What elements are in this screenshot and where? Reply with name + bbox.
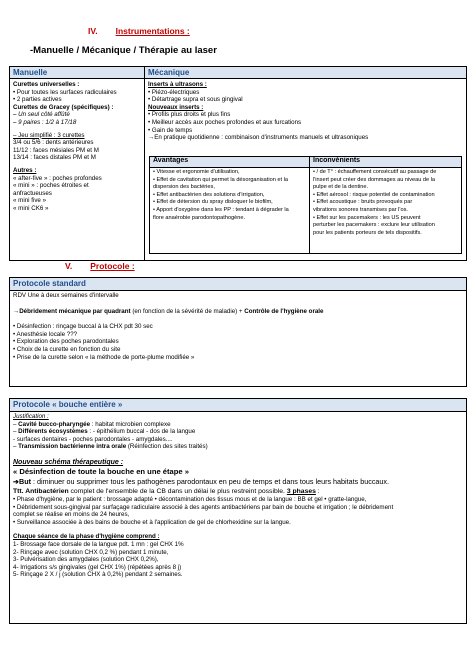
inconvenients-header: Inconvénients	[310, 157, 461, 167]
bouche-text: –	[13, 443, 19, 451]
protocole-standard-box	[9, 277, 467, 387]
bouche-line	[13, 477, 463, 487]
manuelle-line: Curettes de Gracey (spécifiques) :	[13, 103, 114, 111]
section-iv-label: Instrumentations :	[115, 26, 190, 36]
manuelle-line: « mini » : poches étroites et	[13, 182, 89, 190]
bouche-text: –	[13, 420, 19, 428]
bouche-text: : habitat microbien complexe	[90, 420, 171, 428]
protocole-emphasis: →Débridement mécanique par quadrant	[13, 307, 131, 315]
bouche-line	[13, 487, 463, 496]
manuelle-line: Autres :	[13, 166, 37, 174]
bouche-line: 1- Brossage face dorsale de la langue pdt. 1 mn : gel CHX 1%	[13, 540, 184, 548]
bouche-line: « Désinfection de toute la bouche en une étape »	[13, 466, 189, 476]
mecanique-line: • Détartrage supra et sous gingival	[148, 96, 243, 104]
bouche-line: Nouveau schéma thérapeutique :	[13, 458, 124, 466]
mecanique-line: →En pratique quotidienne : combinaison d'instruments manuels et ultrasoniques	[148, 134, 369, 142]
avantage-line: • Apport d'oxygène dans les PP : tendant à dégrader la	[153, 206, 289, 213]
protocole-standard-body	[10, 291, 466, 362]
avantage-line: • Vitesse et ergonomie d'utilisation,	[153, 169, 240, 175]
protocole-bouche-header: Protocole « bouche entière »	[10, 399, 466, 411]
bouche-emphasis: Cavité bucco-pharyngée	[18, 420, 91, 428]
inconvenient-line: perturber les pacemakers : exclure leur utilisation	[313, 222, 435, 229]
manuelle-line: « mini CK6 »	[13, 204, 49, 212]
bouche-line: • Phase d'hygiène, par le patient : brossage adapté • décontamination des tissus mous et de la langue : BB et gel • gratte-langue,	[13, 495, 367, 503]
mecanique-header: Mécanique	[145, 67, 466, 78]
bouche-line: 5- Rinçage 2 X / j (solution CHX à 0,2%) pendant 2 semaines.	[13, 571, 183, 579]
protocole-bouche-body	[10, 412, 466, 580]
inconvenient-line: • / de T° : échauffement consécutif au passage de	[313, 169, 437, 175]
bouche-line: • Surveillance associée à des bains de bouche et à l'application de gel de chlorhexidine sur la langue.	[13, 518, 291, 526]
protocole-line: • Désinfection : rinçage buccal à la CHX pdt 30 sec	[13, 323, 153, 331]
protocole-standard-header: Protocole standard	[10, 278, 466, 290]
bouche-emphasis: Transmission bactérienne intra orale	[18, 443, 127, 451]
manuelle-line: 3/4 ou 5/6 : dents antérieures	[13, 139, 94, 147]
manuelle-line: « mini five »	[13, 197, 47, 205]
bouche-line	[13, 421, 463, 429]
mecanique-column	[145, 80, 466, 143]
protocole-text: (en fonction de la sévérité de maladie) +	[130, 307, 245, 315]
bouche-emphasis: Ttt. Antibactérien	[13, 487, 69, 495]
inconvenient-line: vibrations sonores transmises par l'os.	[313, 206, 408, 213]
manuelle-header: Manuelle	[10, 67, 144, 78]
manuelle-line: anfractueuses	[13, 189, 52, 197]
bouche-line: complet se réalise en moins de 24 heures,	[13, 511, 130, 519]
avantage-line: flore anaérobie parodontopathogène.	[153, 214, 246, 221]
manuelle-line: • Pour toutes les surfaces radiculaires	[13, 88, 117, 96]
manuelle-line: – Un seul côté affûté	[13, 111, 70, 119]
bouche-line: Chaque séance de la phase d'hygiène comprend :	[13, 533, 160, 541]
protocole-emphasis: Contrôle de l'hygiène orale	[244, 307, 324, 315]
bouche-text: –	[13, 428, 19, 436]
protocole-line	[13, 308, 463, 316]
avantages-inconvenients-table	[149, 156, 462, 254]
bouche-line: - surfaces dentaires - poches parodontales - amygdales....	[13, 435, 173, 443]
inconvenient-line: pour les patients porteurs de tels dispositifs.	[313, 229, 422, 236]
mecanique-line: Nouveaux inserts :	[148, 103, 204, 111]
mecanique-line: • Profils plus droits et plus fins	[148, 111, 231, 119]
avantage-line: • Effet antibactérien des solutions d'irrigation,	[153, 191, 265, 198]
avantages-header: Avantages	[150, 157, 309, 167]
mecanique-line: • Meilleur accès aux poches profondes et aux furcations	[148, 118, 302, 126]
bouche-line: 2- Rinçage avec (solution CHX 0,2 %) pendant 1 minute,	[13, 548, 169, 556]
bouche-emphasis: ➔But	[13, 476, 31, 486]
inconvenient-line: • Effet acoustique : bruits provoqués par	[313, 199, 413, 206]
avantage-line: • Effet de cavitation qui permet la désorganisation et la	[153, 176, 288, 183]
bouche-text: : - épithélium buccal - dos de la langue	[87, 428, 196, 436]
protocole-line: • Prise de la curette selon « la méthode de porte-plume modifiée »	[13, 353, 195, 361]
avantage-line: dispersion des bactéries,	[153, 184, 215, 191]
avantage-line: • Effet de détersion du spray disloquer le biofilm,	[153, 199, 273, 206]
protocole-line: • Choix de la curette en fonction du site	[13, 345, 121, 353]
manuelle-line: • 2 parties actives	[13, 96, 62, 104]
bouche-text: : diminuer ou supprimer tous les pathogènes parodontaux en peu de temps et dans tous leurs habitats buccaux.	[31, 476, 389, 486]
inconvenient-line: • Effet sur les pacemakers : les US peuvent	[313, 214, 421, 221]
bouche-line: Justification :	[13, 413, 49, 420]
instrumentation-table	[9, 66, 467, 261]
section-iv-title	[88, 26, 190, 36]
inconvenient-line: l'insert peut créer des dommages au niveau de la	[313, 176, 436, 183]
mecanique-line: • Gain de temps	[148, 126, 193, 134]
protocole-bouche-box	[9, 398, 467, 624]
protocole-line: • Anesthésie locale ???	[13, 330, 78, 338]
section-v-title	[65, 261, 135, 271]
manuelle-line: « after-five » : poches profondes	[13, 174, 102, 182]
instrumentation-subtitle: -Manuelle / Mécanique / Thérapie au laser	[30, 45, 217, 56]
bouche-emphasis: Différents écosystèmes	[18, 428, 88, 436]
mecanique-line: Inserts à ultrasons :	[148, 81, 207, 88]
bouche-line: • Débridement sous-gingival par surfaçage radiculaire associé à des agents antibactériens par bain de bouche et irrigation ; le débridement	[13, 503, 394, 511]
manuelle-column	[10, 80, 144, 214]
inconvenients-column	[310, 168, 461, 238]
section-iv-number: IV.	[88, 26, 98, 36]
manuelle-line: 13/14 : faces distales PM et M	[13, 154, 96, 162]
manuelle-line: – Jeu simplifié : 3 curettes	[13, 131, 85, 139]
manuelle-line: 11/12 : faces mésiales PM et M	[13, 146, 99, 154]
bouche-text: :	[315, 487, 320, 495]
bouche-line: 3- Pulvérisation des amygdales (solution CHX 0,2%),	[13, 556, 159, 564]
inconvenient-line: • Effet aérosol : risque potentiel de contamination	[313, 191, 435, 198]
section-v-number: V.	[65, 261, 73, 271]
inconvenient-line: pulpe et de la dentine.	[313, 184, 369, 191]
protocole-line: RDV Une à deux semaines d'intervalle	[13, 292, 119, 299]
bouche-line	[13, 443, 463, 451]
bouche-line: 4- Irrigations s/s gingivales (gel CHX 1%) (répétées après 8 j)	[13, 563, 182, 571]
manuelle-line: Curettes universelles :	[13, 81, 80, 88]
bouche-text: complet de l'ensemble de la CB dans un délai le plus restreint possible.	[68, 487, 287, 495]
avantages-column	[150, 168, 309, 223]
bouche-emphasis: 3 phases	[286, 487, 316, 495]
manuelle-line: – 9 paires : 1/2 à 17/18	[13, 118, 77, 126]
protocole-line: • Exploration des poches parodontales	[13, 338, 119, 346]
bouche-text: (Réinfection des sites traités)	[126, 443, 208, 451]
section-v-label: Protocole :	[90, 261, 135, 271]
mecanique-line: • Piézo-électriques	[148, 88, 200, 96]
bouche-line	[13, 428, 463, 436]
